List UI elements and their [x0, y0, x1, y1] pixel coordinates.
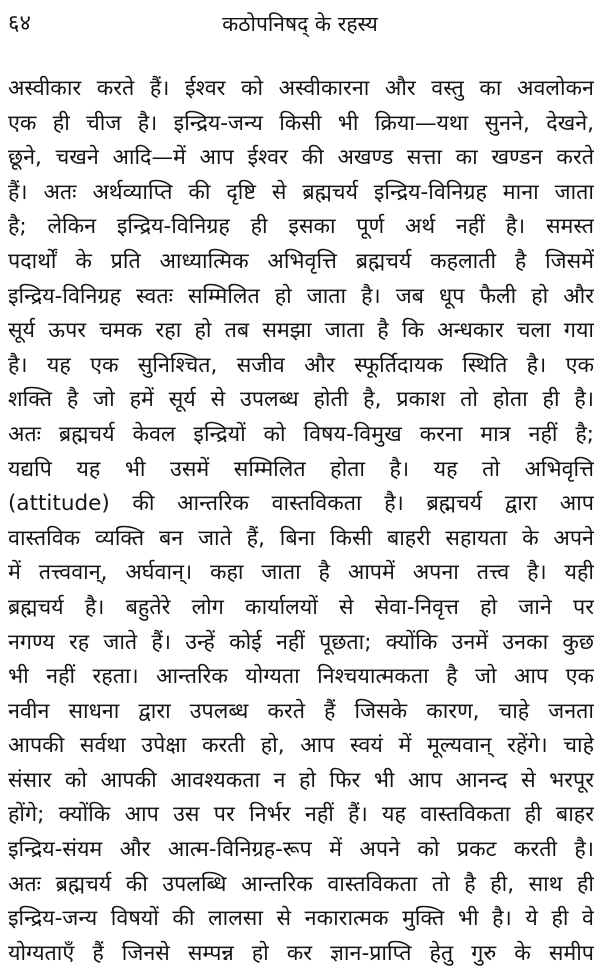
text-line: है। यह एक सुनिश्चित, सजीव और स्फूर्तिदायक स्थिति है। एक [8, 352, 594, 378]
text-line: अस्वीकार करते हैं। ईश्वर को अस्वीकारना और वस्तु का अवलोकन [8, 76, 594, 101]
text-line: सूर्य ऊपर चमक रहा हो तब समझा जाता है कि अन्धकार चला गया [8, 318, 594, 344]
text-line: भी नहीं रहता। आन्तरिक योग्यता निश्चयात्मकता है जो आप एक [8, 664, 594, 690]
running-title: कठोपनिषद् के रहस्य [222, 12, 378, 36]
page-header [8, 6, 592, 46]
text-line: योग्यताएँ हैं जिनसे सम्पन्न हो कर ज्ञान-प्राप्ति हेतु गुरु के समीप [8, 940, 594, 966]
text-line: इन्द्रिय-विनिग्रह स्वतः सम्मिलित हो जाता है। जब धूप फैली हो और [8, 283, 594, 309]
text-line: ब्रह्मचर्य है। बहुतेरे लोग कार्यालयों से सेवा-निवृत्त हो जाने पर [8, 594, 594, 620]
text-line: संसार को आपकी आवश्यकता न हो फिर भी आप आनन्द से भरपूर [8, 767, 594, 793]
text-line: वास्तविक व्यक्ति बन जाते हैं, बिना किसी बाहरी सहायता के अपने [8, 525, 594, 551]
text-line: छूने, चखने आदि—में आप ईश्वर की अखण्ड सत्ता का खण्डन करते [8, 145, 594, 171]
text-line: नगण्य रह जाते हैं। उन्हें कोई नहीं पूछता; क्योंकि उनमें उनका कुछ [8, 629, 594, 655]
text-line: हैं। अतः अर्थव्याप्ति की दृष्टि से ब्रह्मचर्य इन्द्रिय-विनिग्रह माना जाता [8, 179, 594, 205]
text-line: नवीन साधना द्वारा उपलब्ध करते हैं जिसके कारण, चाहे जनता [8, 698, 594, 724]
text-line: यद्यपि यह भी उसमें सम्मिलित होता है। यह तो अभिवृत्ति [8, 456, 594, 482]
text-line: पदार्थों के प्रति आध्यात्मिक अभिवृत्ति ब्रह्मचर्य कहलाती है जिसमें [8, 248, 594, 274]
text-line: है; लेकिन इन्द्रिय-विनिग्रह ही इसका पूर्ण अर्थ नहीं है। समस्त [8, 214, 594, 240]
text-line: आपकी सर्वथा उपेक्षा करती हो, आप स्वयं में मूल्यवान् रहेंगे। चाहे [8, 733, 594, 759]
text-line: एक ही चीज है। इन्द्रिय-जन्य किसी भी क्रिया—यथा सुनने, देखने, [8, 110, 594, 136]
text-line: इन्द्रिय-जन्य विषयों की लालसा से नकारात्मक मुक्ति भी है। ये ही वे [8, 906, 594, 932]
text-line: शक्ति है जो हमें सूर्य से उपलब्ध होती है, प्रकाश तो होता ही है। [8, 387, 594, 413]
text-line: अतः ब्रह्मचर्य केवल इन्द्रियों को विषय-विमुख करना मात्र नहीं है; [8, 421, 594, 447]
page-number: ६४ [8, 11, 31, 36]
text-line: अतः ब्रह्मचर्य की उपलब्धि आन्तरिक वास्तविकता तो है ही, साथ ही [8, 871, 594, 897]
text-line: इन्द्रिय-संयम और आत्म-विनिग्रह-रूप में अपने को प्रकट करती है। [8, 837, 594, 863]
text-line: में तत्त्ववान्, अर्घवान्। कहा जाता है आपमें अपना तत्त्व है। यही [8, 560, 594, 586]
text-line: (attitude) की आन्तरिक वास्तविकता है। ब्रह्मचर्य द्वारा आप [8, 491, 594, 517]
body-text [8, 72, 594, 971]
text-line: होंगे; क्योंकि आप उस पर निर्भर नहीं हैं। यह वास्तविकता ही बाहर [8, 802, 594, 828]
